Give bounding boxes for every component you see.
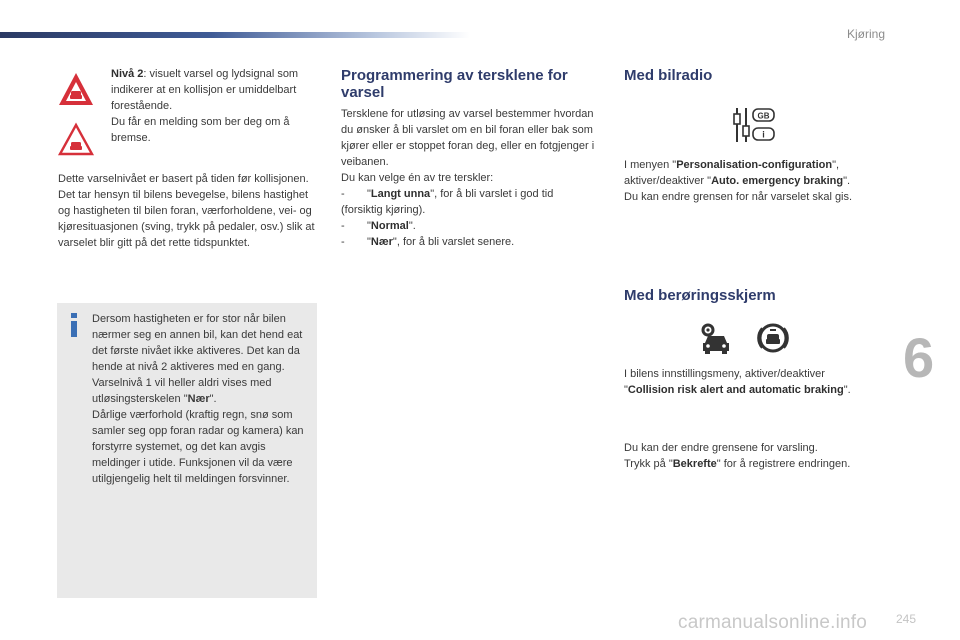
level2-label: Nivå 2 (111, 68, 144, 80)
chapter-number: 6 (903, 326, 935, 389)
info-icon (69, 313, 79, 337)
programming-text: Tersklene for utløsing av varsel bestemmer hvordan du ønsker å bli varslet om en bil foran eller bak som kjører eller er stoppet foran deg, eller en fotgjenger i veibanen. Du kan velge én av tre terskler: - "Langt unna", for å bli varslet i god tid (forsiktig kjøring). - "Normal". - "Nær", for å bli varslet senere. (341, 106, 597, 250)
watermark: carmanualsonline.info (678, 612, 868, 633)
settings-sliders-icon (733, 106, 777, 144)
radio-heading: Med bilradio (624, 67, 713, 84)
option-normal: - "Normal". (341, 220, 416, 232)
collision-warning-red-icon (56, 70, 96, 110)
option-langt-unna: - "Langt unna", for å bli varslet i god tid (forsiktig kjøring). (341, 188, 554, 216)
page-number: 245 (895, 612, 916, 626)
option-naer: - "Nær", for å bli varslet senere. (341, 236, 515, 248)
threshold-paragraph: Dette varselnivået er basert på tiden før kollisjonen. Det tar hensyn til bilens bevegelse, bilens hastighet og hastigheten til bilen foran, værforholdene, vei- og kjøresituasjonen (sving, trykk på pedaler, osv.) slik at varselet blir gitt på det rette tidspunktet. (58, 173, 315, 249)
vehicle-settings-icon (699, 321, 733, 355)
collision-warning-outline-icon (56, 120, 96, 160)
collision-alert-icon (756, 322, 790, 354)
touchscreen-text: I bilens innstillingsmeny, aktiver/deaktiver "Collision risk alert and automatic braking". (624, 368, 851, 396)
info-text: Dersom hastigheten er for stor når bilen nærmer seg en annen bil, kan det hend eat det første nivået ikke aktiveres. Det kan da hende at nivå 2 aktiveres med en gang. Varselnivå 1 vil heller aldri vises med utløsingsterskelen "Nær". Dårlige værforhold (kraftig regn, snø som samler seg opp foran radar og kamera) kan forstyrre systemet, og det kan avgis meldinger i utide. Funksjonen vil da være utilgjengelig helt til meldingen forsvinner. (92, 313, 304, 485)
info-box (57, 303, 317, 598)
touchscreen-text-2: Du kan der endre grensene for varsling. Trykk på "Bekrefte" for å registrere endringen. (624, 442, 851, 470)
level2-text: Nivå 2: visuelt varsel og lydsignal som indikerer at en kollisjon er umiddelbart forestående. Du får en melding som ber deg om å bremse. (111, 68, 299, 144)
radio-text: I menyen "Personalisation-configuration", aktiver/deaktiver "Auto. emergency braking". Du kan endre grensen for når varselet skal gis. (624, 159, 853, 203)
section-title: Kjøring (846, 27, 885, 41)
gb-label: GB (757, 111, 770, 121)
info-label: i (762, 129, 765, 140)
touchscreen-heading: Med berøringsskjerm (624, 287, 776, 304)
header-bar (0, 32, 470, 38)
programming-heading: Programmering av tersklene for varsel (341, 67, 568, 101)
